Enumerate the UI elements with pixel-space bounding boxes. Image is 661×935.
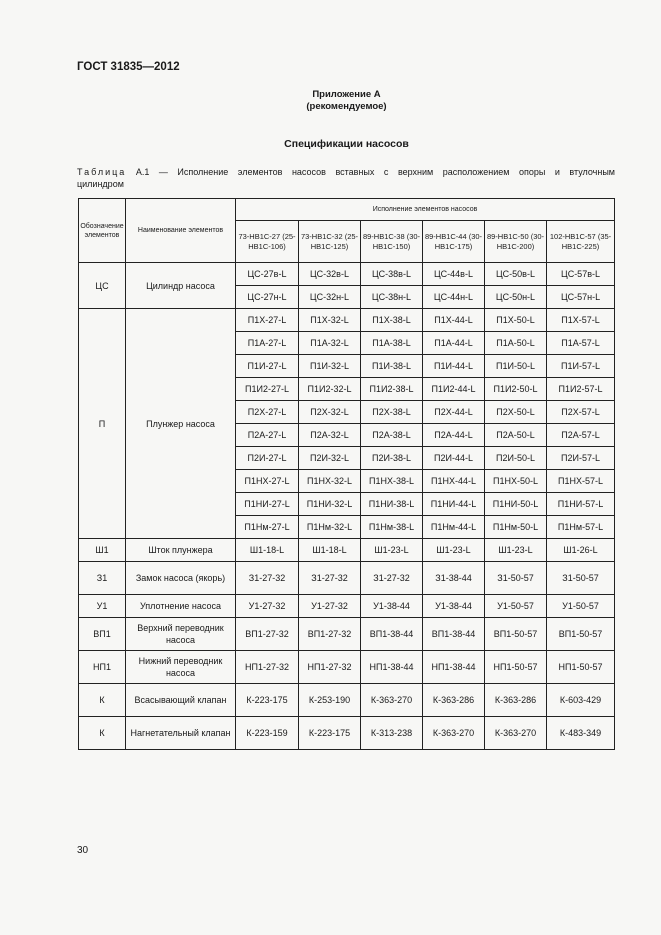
table-row bbox=[79, 539, 615, 562]
element-code-cell: П2И-50-L bbox=[485, 447, 547, 470]
element-code-cell: ВП1-27-32 bbox=[236, 618, 299, 651]
header-name: Наименование элементов bbox=[126, 199, 236, 263]
element-code-cell: У1-27-32 bbox=[299, 595, 361, 618]
element-code-cell: НП1-27-32 bbox=[299, 651, 361, 684]
header-execution: 89-НВ1С-44 (30-НВ1С-175) bbox=[423, 221, 485, 263]
element-code-cell: П1Нм-44-L bbox=[423, 516, 485, 539]
element-code-cell: П1НИ-38-L bbox=[361, 493, 423, 516]
appendix-heading bbox=[0, 89, 661, 113]
element-code-cell: П2Х-44-L bbox=[423, 401, 485, 424]
element-code-cell: П1И2-57-L bbox=[547, 378, 615, 401]
element-code-cell: П1НХ-50-L bbox=[485, 470, 547, 493]
element-name: Нижний переводник насоса bbox=[126, 651, 236, 684]
element-designation: П bbox=[79, 309, 126, 539]
section-title: Спецификации насосов bbox=[284, 138, 409, 150]
element-code-cell: П2Х-57-L bbox=[547, 401, 615, 424]
element-code-cell: З1-27-32 bbox=[299, 562, 361, 595]
element-code-cell: П1А-50-L bbox=[485, 332, 547, 355]
element-code-cell: К-483-349 bbox=[547, 717, 615, 750]
element-code-cell: ВП1-38-44 bbox=[361, 618, 423, 651]
element-code-cell: ЦС-27н-L bbox=[236, 286, 299, 309]
table-row bbox=[79, 562, 615, 595]
element-code-cell: ВП1-50-57 bbox=[485, 618, 547, 651]
element-code-cell: П1НИ-27-L bbox=[236, 493, 299, 516]
element-code-cell: ЦС-50в-L bbox=[485, 263, 547, 286]
appendix-title: Приложение А bbox=[312, 89, 381, 100]
element-code-cell: П1Нм-32-L bbox=[299, 516, 361, 539]
element-code-cell: Ш1-26-L bbox=[547, 539, 615, 562]
header-execution: 73-НВ1С-27 (25-НВ1С-106) bbox=[236, 221, 299, 263]
element-designation: У1 bbox=[79, 595, 126, 618]
element-designation: НП1 bbox=[79, 651, 126, 684]
table-row bbox=[79, 595, 615, 618]
element-code-cell: П1А-44-L bbox=[423, 332, 485, 355]
element-code-cell: Ш1-23-L bbox=[423, 539, 485, 562]
element-code-cell: З1-27-32 bbox=[236, 562, 299, 595]
element-code-cell: П1А-27-L bbox=[236, 332, 299, 355]
caption-label: Таблица bbox=[77, 167, 127, 177]
element-code-cell: Ш1-18-L bbox=[299, 539, 361, 562]
table-row bbox=[79, 309, 615, 332]
element-code-cell: П2А-32-L bbox=[299, 424, 361, 447]
element-code-cell: НП1-38-44 bbox=[361, 651, 423, 684]
element-code-cell: К-253-190 bbox=[299, 684, 361, 717]
element-code-cell: П1И2-50-L bbox=[485, 378, 547, 401]
element-code-cell: З1-27-32 bbox=[361, 562, 423, 595]
header-designation: Обозначение элементов bbox=[79, 199, 126, 263]
element-code-cell: ВП1-27-32 bbox=[299, 618, 361, 651]
element-code-cell: П1НИ-50-L bbox=[485, 493, 547, 516]
standard-header: ГОСТ 31835—2012 bbox=[77, 61, 180, 73]
element-code-cell: ЦС-32в-L bbox=[299, 263, 361, 286]
element-name: Нагнетательный клапан bbox=[126, 717, 236, 750]
element-code-cell: Ш1-23-L bbox=[361, 539, 423, 562]
element-code-cell: П2И-32-L bbox=[299, 447, 361, 470]
element-code-cell: З1-50-57 bbox=[485, 562, 547, 595]
element-name: Замок насоса (якорь) bbox=[126, 562, 236, 595]
element-code-cell: У1-38-44 bbox=[361, 595, 423, 618]
element-code-cell: П1НХ-32-L bbox=[299, 470, 361, 493]
element-code-cell: П1Х-38-L bbox=[361, 309, 423, 332]
caption-text-line2: цилиндром bbox=[77, 179, 124, 189]
element-code-cell: К-603-429 bbox=[547, 684, 615, 717]
element-code-cell: ЦС-50н-L bbox=[485, 286, 547, 309]
element-code-cell: П1Нм-38-L bbox=[361, 516, 423, 539]
element-code-cell: У1-38-44 bbox=[423, 595, 485, 618]
element-designation: ЦС bbox=[79, 263, 126, 309]
table-caption bbox=[77, 166, 615, 190]
element-code-cell: ЦС-38н-L bbox=[361, 286, 423, 309]
element-code-cell: П2А-57-L bbox=[547, 424, 615, 447]
element-code-cell: П1НИ-32-L bbox=[299, 493, 361, 516]
element-code-cell: К-363-270 bbox=[485, 717, 547, 750]
element-code-cell: П2И-27-L bbox=[236, 447, 299, 470]
element-code-cell: П1И2-27-L bbox=[236, 378, 299, 401]
element-code-cell: К-223-159 bbox=[236, 717, 299, 750]
element-code-cell: П2А-38-L bbox=[361, 424, 423, 447]
element-code-cell: П2И-38-L bbox=[361, 447, 423, 470]
element-code-cell: П1Х-50-L bbox=[485, 309, 547, 332]
element-designation: Ш1 bbox=[79, 539, 126, 562]
element-code-cell: П1Х-32-L bbox=[299, 309, 361, 332]
element-code-cell: ЦС-57в-L bbox=[547, 263, 615, 286]
element-code-cell: ЦС-27в-L bbox=[236, 263, 299, 286]
element-code-cell: П1Нм-57-L bbox=[547, 516, 615, 539]
header-execution: 73-НВ1С-32 (25-НВ1С-125) bbox=[299, 221, 361, 263]
header-execution: 89-НВ1С-50 (30-НВ1С-200) bbox=[485, 221, 547, 263]
element-designation: К bbox=[79, 717, 126, 750]
element-name: Всасывающий клапан bbox=[126, 684, 236, 717]
element-code-cell: П1Х-27-L bbox=[236, 309, 299, 332]
element-code-cell: П1И-44-L bbox=[423, 355, 485, 378]
element-code-cell: П1И2-38-L bbox=[361, 378, 423, 401]
element-code-cell: ЦС-32н-L bbox=[299, 286, 361, 309]
element-name: Цилиндр насоса bbox=[126, 263, 236, 309]
element-code-cell: П2И-57-L bbox=[547, 447, 615, 470]
element-code-cell: П1И-27-L bbox=[236, 355, 299, 378]
element-code-cell: П1А-38-L bbox=[361, 332, 423, 355]
element-code-cell: ЦС-44в-L bbox=[423, 263, 485, 286]
element-name: Плунжер насоса bbox=[126, 309, 236, 539]
spec-table bbox=[78, 198, 615, 750]
element-code-cell: П1Х-57-L bbox=[547, 309, 615, 332]
element-designation: ВП1 bbox=[79, 618, 126, 651]
header-execution: 102-НВ1С-57 (35-НВ1С-225) bbox=[547, 221, 615, 263]
element-code-cell: У1-27-32 bbox=[236, 595, 299, 618]
table-row bbox=[79, 618, 615, 651]
element-code-cell: ЦС-44н-L bbox=[423, 286, 485, 309]
element-code-cell: П1НХ-44-L bbox=[423, 470, 485, 493]
element-code-cell: К-363-286 bbox=[423, 684, 485, 717]
element-code-cell: Ш1-18-L bbox=[236, 539, 299, 562]
table-row bbox=[79, 263, 615, 286]
element-designation: З1 bbox=[79, 562, 126, 595]
element-code-cell: З1-50-57 bbox=[547, 562, 615, 595]
appendix-subtitle: (рекомендуемое) bbox=[306, 101, 387, 112]
element-code-cell: П1НИ-57-L bbox=[547, 493, 615, 516]
element-code-cell: К-223-175 bbox=[299, 717, 361, 750]
element-code-cell: ВП1-38-44 bbox=[423, 618, 485, 651]
element-code-cell: ЦС-57н-L bbox=[547, 286, 615, 309]
element-code-cell: П2А-27-L bbox=[236, 424, 299, 447]
element-code-cell: П1Нм-50-L bbox=[485, 516, 547, 539]
element-code-cell: НП1-50-57 bbox=[485, 651, 547, 684]
element-code-cell: З1-38-44 bbox=[423, 562, 485, 595]
caption-text: А.1 — Исполнение элементов насосов вставных с верхним расположением опоры и втулочным bbox=[135, 167, 615, 177]
element-code-cell: П1И-38-L bbox=[361, 355, 423, 378]
element-code-cell: П1И-57-L bbox=[547, 355, 615, 378]
element-code-cell: П1И-50-L bbox=[485, 355, 547, 378]
element-code-cell: НП1-38-44 bbox=[423, 651, 485, 684]
element-code-cell: К-363-270 bbox=[361, 684, 423, 717]
table-row bbox=[79, 717, 615, 750]
element-code-cell: ВП1-50-57 bbox=[547, 618, 615, 651]
element-code-cell: К-363-286 bbox=[485, 684, 547, 717]
element-code-cell: П2А-44-L bbox=[423, 424, 485, 447]
element-code-cell: К-313-238 bbox=[361, 717, 423, 750]
element-code-cell: У1-50-57 bbox=[485, 595, 547, 618]
element-code-cell: П2Х-50-L bbox=[485, 401, 547, 424]
element-code-cell: П1НХ-57-L bbox=[547, 470, 615, 493]
page-number: 30 bbox=[77, 845, 89, 856]
element-code-cell: П1Нм-27-L bbox=[236, 516, 299, 539]
element-code-cell: У1-50-57 bbox=[547, 595, 615, 618]
element-code-cell: П1А-57-L bbox=[547, 332, 615, 355]
element-code-cell: П1НИ-44-L bbox=[423, 493, 485, 516]
element-code-cell: П2Х-38-L bbox=[361, 401, 423, 424]
element-code-cell: НП1-50-57 bbox=[547, 651, 615, 684]
element-code-cell: П2Х-27-L bbox=[236, 401, 299, 424]
element-code-cell: К-363-270 bbox=[423, 717, 485, 750]
element-code-cell: П2Х-32-L bbox=[299, 401, 361, 424]
element-name: Уплотнение насоса bbox=[126, 595, 236, 618]
table-row bbox=[79, 684, 615, 717]
element-code-cell: П1НХ-27-L bbox=[236, 470, 299, 493]
element-code-cell: К-223-175 bbox=[236, 684, 299, 717]
element-code-cell: Ш1-23-L bbox=[485, 539, 547, 562]
element-code-cell: П1НХ-38-L bbox=[361, 470, 423, 493]
element-code-cell: П1И2-44-L bbox=[423, 378, 485, 401]
element-code-cell: ЦС-38в-L bbox=[361, 263, 423, 286]
element-name: Шток плунжера bbox=[126, 539, 236, 562]
element-code-cell: П2И-44-L bbox=[423, 447, 485, 470]
element-code-cell: П1И2-32-L bbox=[299, 378, 361, 401]
element-code-cell: П1И-32-L bbox=[299, 355, 361, 378]
header-execution: 89-НВ1С-38 (30-НВ1С-150) bbox=[361, 221, 423, 263]
element-code-cell: П1А-32-L bbox=[299, 332, 361, 355]
table-row bbox=[79, 651, 615, 684]
element-name: Верхний переводник насоса bbox=[126, 618, 236, 651]
element-code-cell: П1Х-44-L bbox=[423, 309, 485, 332]
element-designation: К bbox=[79, 684, 126, 717]
header-executions-group: Исполнение элементов насосов bbox=[236, 199, 615, 221]
element-code-cell: НП1-27-32 bbox=[236, 651, 299, 684]
element-code-cell: П2А-50-L bbox=[485, 424, 547, 447]
